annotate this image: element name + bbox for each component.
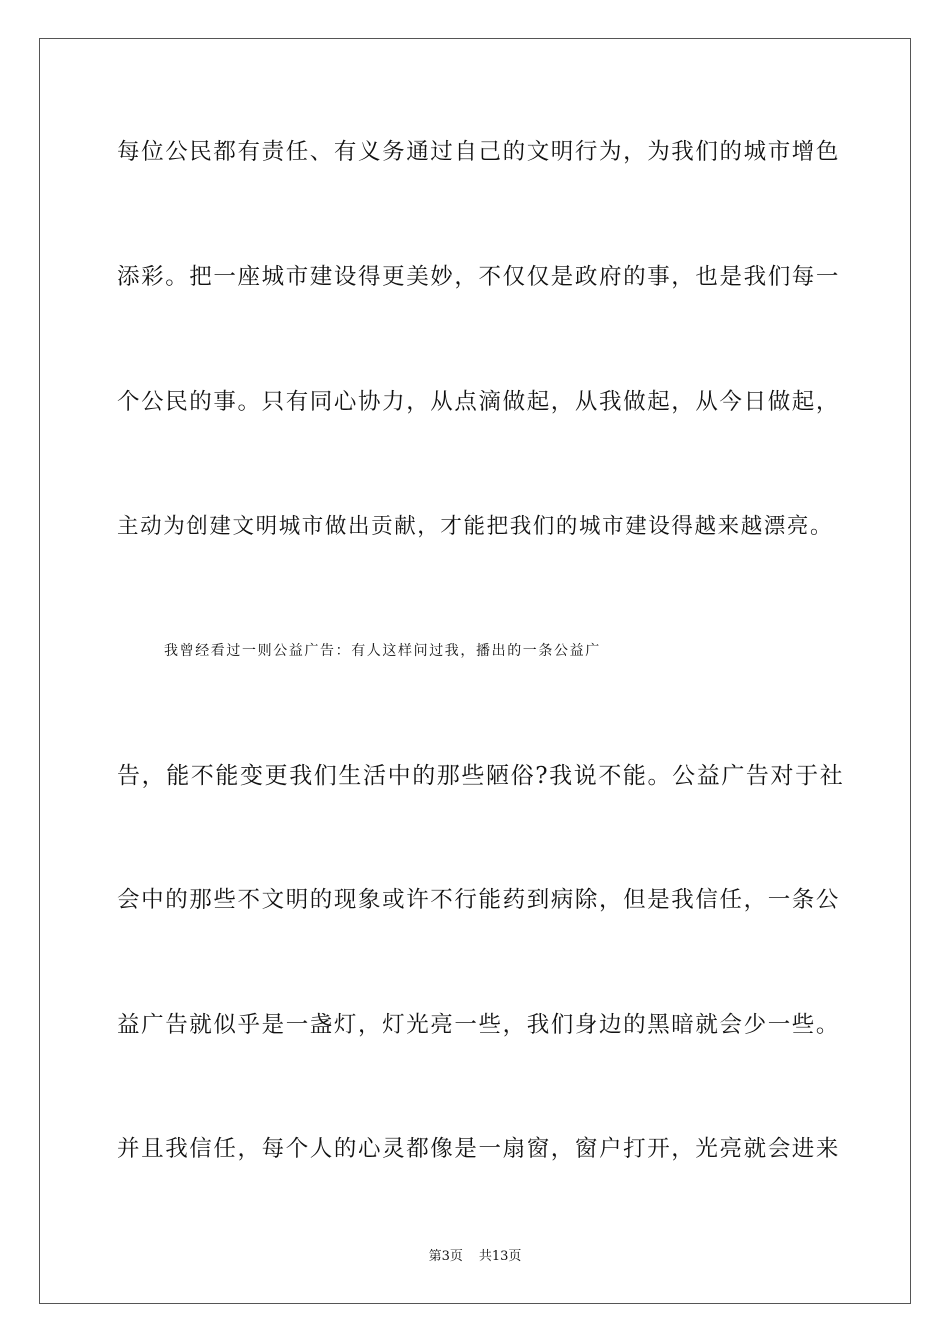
text-line-3: 个公民的事。只有同心协力，从点滴做起，从我做起，从今日做起，: [117, 389, 841, 415]
page-total: 共13页: [478, 1249, 522, 1264]
text-line-5: 我曾经看过一则公益广告：有人这样问过我，播出的一条公益广: [164, 643, 601, 659]
page-frame: [39, 38, 911, 1304]
text-line-1: 每位公民都有责任、有义务通过自己的文明行为，为我们的城市增色: [117, 139, 841, 165]
text-line-4: 主动为创建文明城市做出贡献，才能把我们的城市建设得越来越漂亮。: [117, 514, 834, 539]
text-line-7: 会中的那些不文明的现象或许不行能药到病除，但是我信任，一条公: [117, 887, 841, 913]
text-line-9: 并且我信任，每个人的心灵都像是一扇窗，窗户打开，光亮就会进来: [117, 1136, 841, 1162]
page-footer: [0, 1248, 950, 1266]
text-line-2: 添彩。把一座城市建设得更美妙，不仅仅是政府的事，也是我们每一: [117, 264, 841, 290]
text-line-8: 益广告就似乎是一盏灯，灯光亮一些，我们身边的黑暗就会少一些。: [117, 1012, 841, 1038]
page-number: 第3页: [428, 1249, 463, 1264]
text-line-6: 告，能不能变更我们生活中的那些陋俗?我说不能。公益广告对于社: [117, 763, 845, 789]
